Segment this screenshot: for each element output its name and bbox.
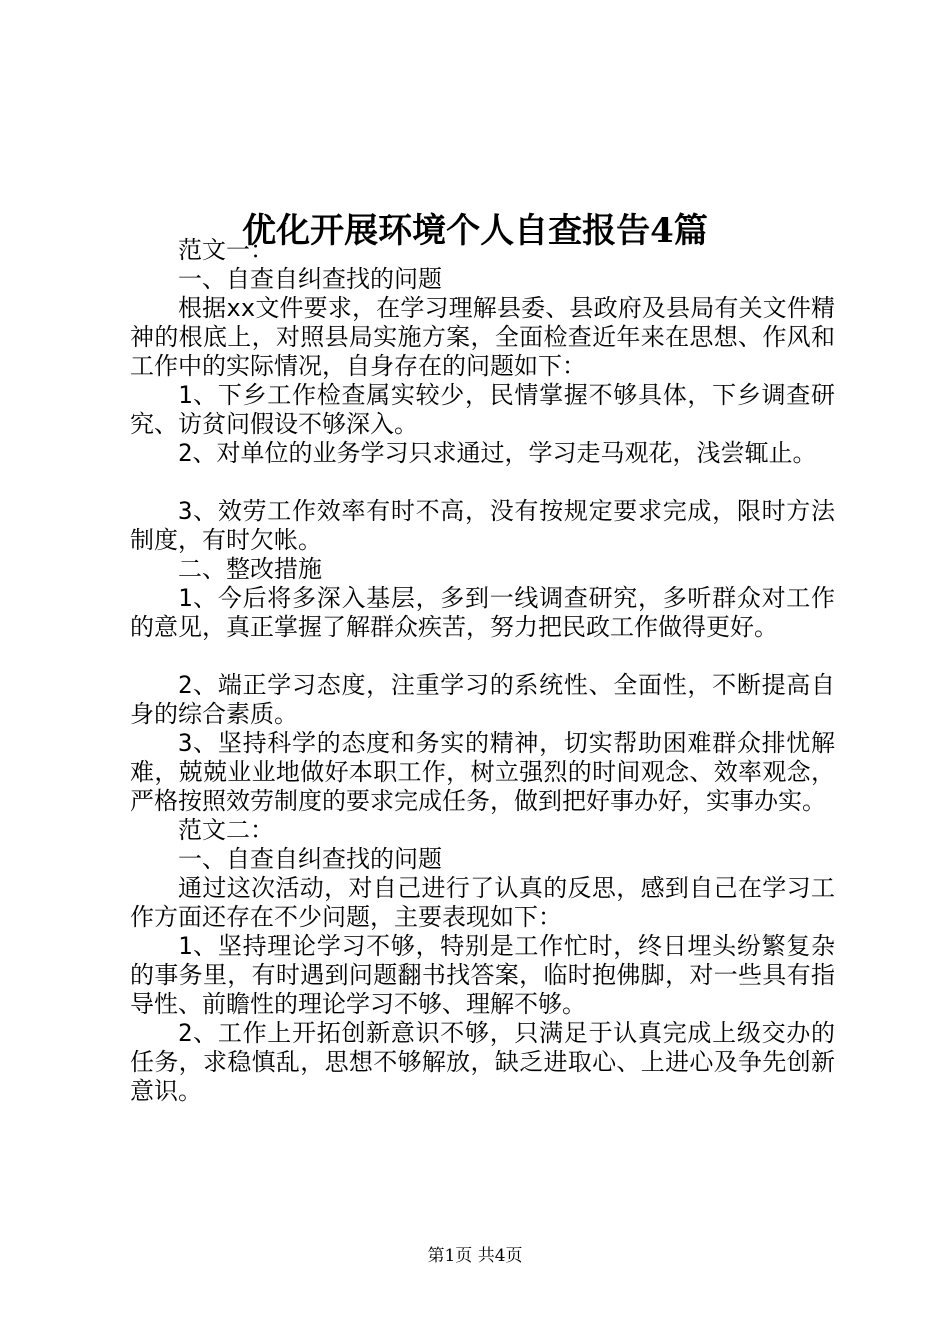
paragraph-problem-2: 2、对单位的业务学习只求通过，学习走马观花，浅尝辄止。 <box>178 439 817 467</box>
paragraph-problem-2-2: 2、工作上开拓创新意识不够，只满足于认真完成上级交办的任务，求稳慎乱，思想不够解放，缺乏进取心、上进心及争先创新意识。 <box>130 1019 835 1105</box>
document-title: 优化开展环境个人自查报告4篇 <box>242 210 708 251</box>
paragraph-heading-problems-2: 一、自查自纠查找的问题 <box>178 845 442 873</box>
paragraph-problem-1: 1、下乡工作检查属实较少，民情掌握不够具体，下乡调查研究、访贫问假设不够深入。 <box>130 381 835 438</box>
paragraph-problem-2-1: 1、坚持理论学习不够，特别是工作忙时，终日埋头纷繁复杂的事务里，有时遇到问题翻书找答案，临时抱佛脚，对一些具有指导性、前瞻性的理论学习不够、理解不够。 <box>130 932 835 1018</box>
paragraph-section-two-label: 范文二： <box>178 816 274 844</box>
paragraph-intro-2: 通过这次活动，对自己进行了认真的反思，感到自己在学习工作方面还存在不少问题，主要表现如下： <box>130 874 835 931</box>
paragraph-measure-3: 3、坚持科学的态度和务实的精神，切实帮助困难群众排忧解难，兢兢业业地做好本职工作，树立强烈的时间观念、效率观念，严格按照效劳制度的要求完成任务，做到把好事办好，实事办实。 <box>130 729 835 815</box>
paragraph-problem-3: 3、效劳工作效率有时不高，没有按规定要求完成，限时方法制度，有时欠帐。 <box>130 497 835 554</box>
paragraph-measure-1: 1、今后将多深入基层，多到一线调查研究，多听群众对工作的意见，真正掌握了解群众疾苦，努力把民政工作做得更好。 <box>130 584 835 641</box>
page-number: 第1页 共4页 <box>427 1246 523 1266</box>
paragraph-heading-measures: 二、整改措施 <box>178 555 322 583</box>
paragraph-intro: 根据xx文件要求，在学习理解县委、县政府及县局有关文件精神的根底上，对照县局实施方案，全面检查近年来在思想、作风和工作中的实际情况，自身存在的问题如下： <box>130 294 835 380</box>
paragraph-heading-problems: 一、自查自纠查找的问题 <box>178 265 442 293</box>
paragraph-measure-2: 2、端正学习态度，注重学习的系统性、全面性，不断提高自身的综合素质。 <box>130 671 835 728</box>
paragraph-section-one-label: 范文一： <box>178 236 274 264</box>
document-body <box>130 236 835 1106</box>
